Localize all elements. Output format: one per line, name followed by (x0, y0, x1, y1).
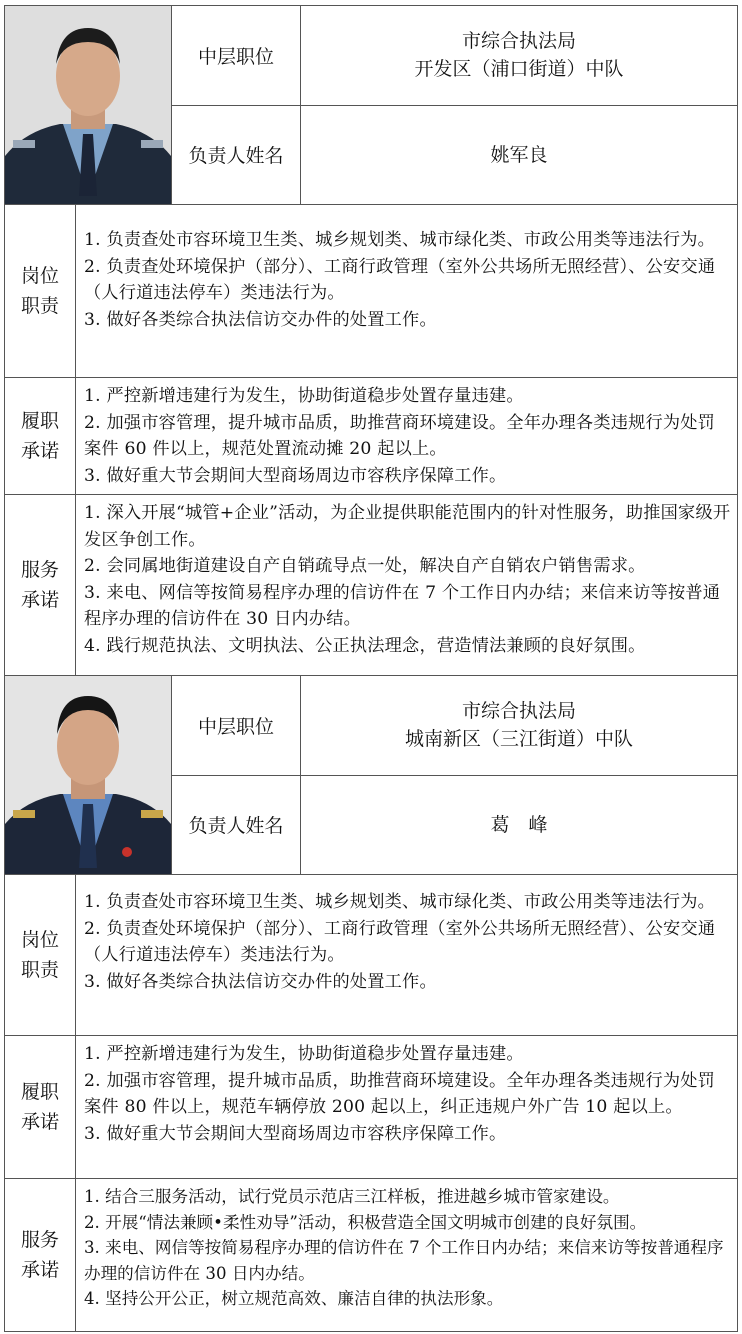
section-line: 3. 做好各类综合执法信访交办件的处置工作。 (84, 309, 437, 330)
section-duties (5, 205, 737, 378)
section-label-line: 岗位 (20, 929, 59, 951)
unit-line-2: 开发区（浦口街道）中队 (414, 58, 624, 81)
name-row (172, 105, 737, 205)
section-line: 1. 负责查处市容环境卫生类、城乡规划类、城市绿化类、市政公用类等违法行为。 (84, 230, 716, 250)
position-value (301, 6, 737, 105)
section-label-line: 岗位 (20, 265, 59, 287)
section-label-line: 履职 (20, 410, 59, 432)
section-service (5, 1179, 737, 1331)
position-row (172, 676, 737, 775)
section-line: 3. 做好各类综合执法信访交办件的处置工作。 (84, 971, 437, 992)
section-line: 2. 负责查处环境保护（部分）、工商行政管理（室外公共场所无照经营）、公安交通（人行道违法停车）类违法行为。 (84, 918, 716, 965)
position-label: 中层职位 (172, 6, 301, 105)
officer-portrait-icon (5, 676, 171, 874)
section-label-line: 承诺 (20, 440, 59, 462)
section-duties (5, 875, 737, 1036)
officer-photo (5, 6, 172, 204)
section-label-line: 承诺 (20, 589, 59, 611)
section-line: 2. 加强市容管理，提升城市品质，助推营商环境建设。全年办理各类违规行为处罚案件 80 件以上，规范车辆停放 200 起以上，纠正违规户外广告 10 起以上。 (84, 1070, 716, 1117)
officer-fields (172, 676, 737, 874)
section-line: 3. 做好重大节会期间大型商场周边市容秩序保障工作。 (84, 1123, 507, 1144)
section-line: 1. 严控新增违建行为发生，协助街道稳步处置存量违建。 (84, 386, 524, 406)
section-performance (5, 1036, 737, 1179)
officer-block-1 (4, 5, 738, 675)
section-body (76, 378, 737, 494)
position-value (301, 676, 737, 775)
name-value: 葛 峰 (490, 813, 548, 836)
section-label-line: 承诺 (20, 1259, 59, 1281)
section-body (76, 1036, 737, 1178)
section-label-line: 服务 (20, 1229, 59, 1251)
section-label-line: 履职 (20, 1081, 59, 1103)
officer-photo (5, 676, 172, 874)
officer-header (5, 676, 737, 875)
officer-portrait-icon (5, 6, 171, 204)
officer-header (5, 6, 737, 205)
section-line: 3. 做好重大节会期间大型商场周边市容秩序保障工作。 (84, 465, 507, 486)
unit-line-1: 市综合执法局 (461, 700, 576, 723)
section-line: 2. 会同属地街道建设自产自销疏导点一处，解决自产自销农户销售需求。 (84, 556, 646, 576)
section-label (5, 495, 76, 675)
section-line: 1. 深入开展“城管+企业”活动，为企业提供职能范围内的针对性服务，助推国家级开发区争创工作。 (84, 503, 731, 550)
name-label: 负责人姓名 (172, 106, 301, 205)
section-label (5, 378, 76, 494)
section-line: 2. 开展“情法兼顾•柔性劝导”活动，积极营造全国文明城市创建的良好氛围。 (84, 1212, 647, 1232)
section-line: 1. 负责查处市容环境卫生类、城乡规划类、城市绿化类、市政公用类等违法行为。 (84, 892, 716, 912)
section-line: 3. 来电、网信等按简易程序办理的信访件在 7 个工作日内办结；来信来访等按普通程序办理的信访件在 30 日内办结。 (84, 582, 721, 629)
officer-fields (172, 6, 737, 204)
unit-line-2: 城南新区（三江街道）中队 (404, 728, 633, 751)
section-label-line: 服务 (20, 559, 59, 581)
section-label-line: 承诺 (20, 1111, 59, 1133)
section-label (5, 1179, 76, 1331)
unit-line-1: 市综合执法局 (461, 30, 576, 53)
section-body (76, 205, 737, 377)
officer-block-2 (4, 675, 738, 1332)
section-line: 4. 坚持公开公正，树立规范高效、廉洁自律的执法形象。 (84, 1289, 504, 1308)
name-row (172, 775, 737, 875)
section-line: 1. 结合三服务活动，试行党员示范店三江样板，推进越乡城市管家建设。 (84, 1187, 620, 1206)
section-label (5, 205, 76, 377)
position-label: 中层职位 (172, 676, 301, 775)
section-service (5, 495, 737, 675)
name-value: 姚军良 (490, 143, 548, 166)
section-label-line: 职责 (20, 959, 59, 981)
section-label-line: 职责 (20, 295, 59, 317)
section-body (76, 495, 737, 675)
section-label (5, 1036, 76, 1178)
section-body (76, 1179, 737, 1331)
section-line: 3. 来电、网信等按简易程序办理的信访件在 7 个工作日内办结；来信来访等按普通程序办理的信访件在 30 日内办结。 (84, 1238, 724, 1283)
section-performance (5, 378, 737, 495)
position-row (172, 6, 737, 105)
section-line: 2. 负责查处环境保护（部分）、工商行政管理（室外公共场所无照经营）、公安交通（人行道违法停车）类违法行为。 (84, 256, 716, 303)
name-label: 负责人姓名 (172, 776, 301, 875)
section-line: 1. 严控新增违建行为发生，协助街道稳步处置存量违建。 (84, 1044, 524, 1064)
section-body (76, 875, 737, 1035)
section-label (5, 875, 76, 1035)
section-line: 4. 践行规范执法、文明执法、公正执法理念，营造情法兼顾的良好氛围。 (84, 635, 646, 656)
section-line: 2. 加强市容管理，提升城市品质，助推营商环境建设。全年办理各类违规行为处罚案件 60 件以上，规范处置流动摊 20 起以上。 (84, 412, 716, 459)
duty-table (4, 5, 738, 1332)
